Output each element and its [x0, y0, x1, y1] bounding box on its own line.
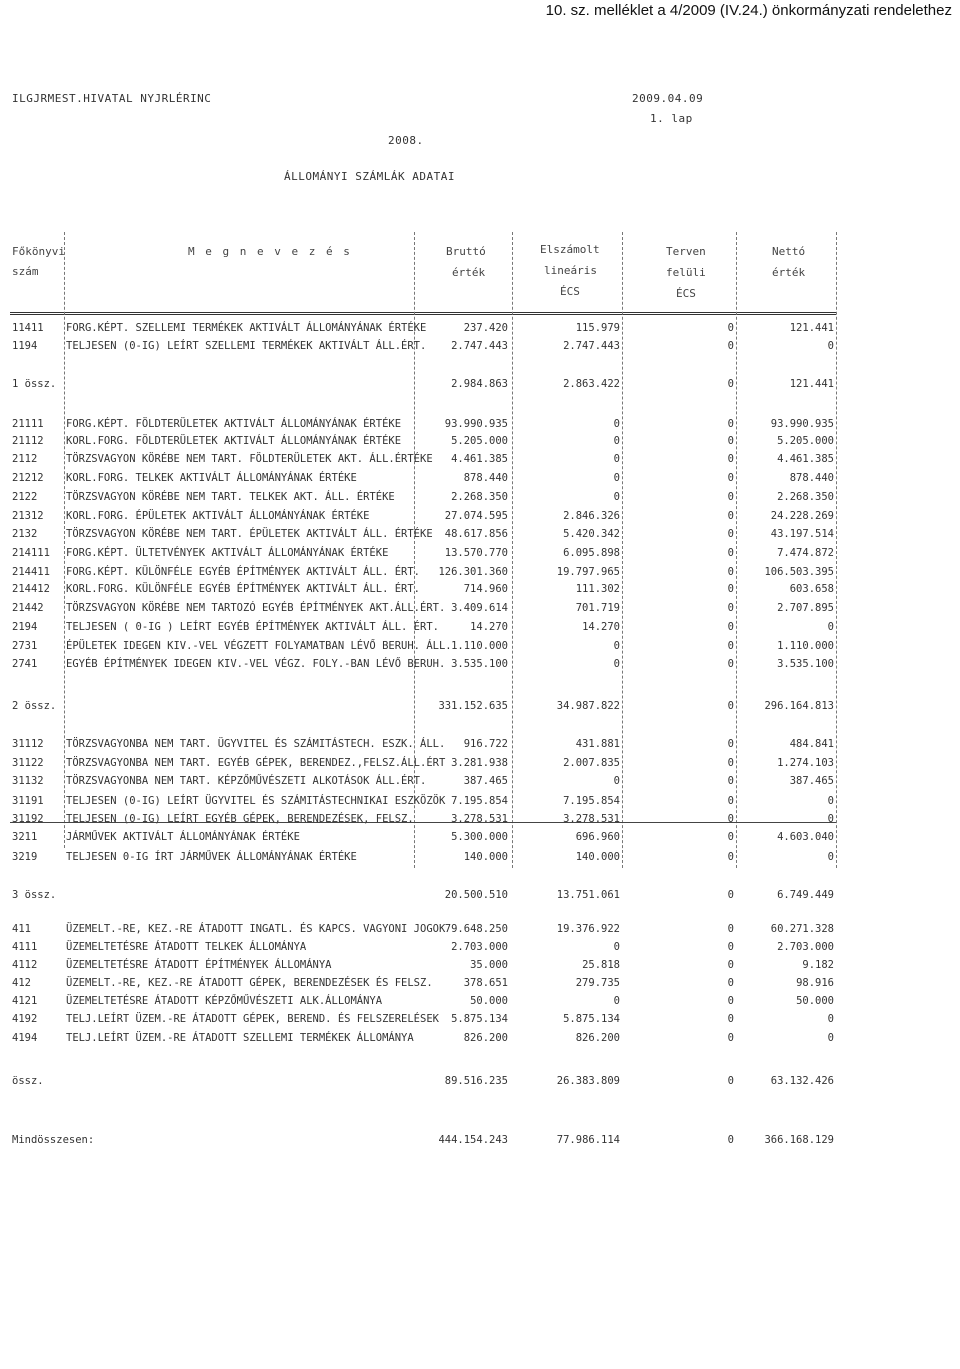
account-name: FORG.KÉPT. SZELLEMI TERMÉKEK AKTIVÁLT ÁLLOMÁNYÁNAK ÉRTÉKE [66, 322, 427, 334]
net-value: 878.440 [789, 472, 834, 484]
linear-depreciation: 826.200 [575, 1032, 620, 1044]
linear-depreciation: 115.979 [575, 322, 620, 334]
account-name: TELJESEN (0-IG) LEÍRT SZELLEMI TERMÉKEK AKTIVÁLT ÁLL.ÉRT. [66, 340, 427, 352]
gross-value: 2.747.443 [451, 340, 508, 352]
linear-depreciation: 26.383.809 [556, 1075, 620, 1087]
net-value: 4.603.040 [777, 831, 834, 843]
gross-value: 5.875.134 [451, 1013, 508, 1025]
net-value: 6.749.449 [777, 889, 834, 901]
account-code: 411 [12, 923, 31, 935]
account-code: 21212 [12, 472, 44, 484]
net-value: 60.271.328 [770, 923, 834, 935]
net-value: 9.182 [802, 959, 834, 971]
extra-depreciation: 0 [727, 583, 734, 595]
net-value: 3.535.100 [777, 658, 834, 670]
extra-depreciation: 0 [727, 1134, 734, 1146]
extra-depreciation: 0 [727, 889, 734, 901]
gross-value: 2.984.863 [451, 378, 508, 390]
net-value: 93.990.935 [770, 418, 834, 430]
account-name: TÖRZSVAGYONBA NEM TART. KÉPZŐMŰVÉSZETI ALKOTÁSOK ÁLL.ÉRT. [66, 775, 427, 787]
gross-value: 126.301.360 [438, 566, 508, 578]
col-extra-1: Terven [666, 245, 706, 258]
extra-depreciation: 0 [727, 775, 734, 787]
account-name: ÜZEMELT.-RE, KEZ.-RE ÁTADOTT INGATL. ÉS KAPCS. VAGYONI JOGOK [66, 923, 446, 935]
account-name: EGYÉB ÉPÍTMÉNYEK IDEGEN KIV.-VEL VÉGZ. FOLY.-BAN LÉVŐ BERUH. [66, 658, 446, 670]
extra-depreciation: 0 [727, 813, 734, 825]
extra-depreciation: 0 [727, 491, 734, 503]
col-gross-1: Bruttó [446, 245, 486, 258]
account-code: Mindösszesen: [12, 1134, 95, 1146]
extra-depreciation: 0 [727, 621, 734, 633]
total-rule [10, 822, 836, 823]
extra-depreciation: 0 [727, 547, 734, 559]
linear-depreciation: 0 [613, 775, 620, 787]
gross-value: 3.281.938 [451, 757, 508, 769]
net-value: 0 [827, 1013, 834, 1025]
account-name: JÁRMŰVEK AKTIVÁLT ÁLLOMÁNYÁNAK ÉRTÉKE [66, 831, 300, 843]
gross-value: 387.465 [463, 775, 508, 787]
account-code: össz. [12, 1075, 44, 1087]
account-code: 31112 [12, 738, 44, 750]
account-code: 31192 [12, 813, 44, 825]
extra-depreciation: 0 [727, 528, 734, 540]
account-code: 31191 [12, 795, 44, 807]
linear-depreciation: 0 [613, 453, 620, 465]
gross-value: 5.205.000 [451, 435, 508, 447]
net-value: 106.503.395 [764, 566, 834, 578]
extra-depreciation: 0 [727, 418, 734, 430]
extra-depreciation: 0 [727, 851, 734, 863]
gross-value: 140.000 [463, 851, 508, 863]
net-value: 1.110.000 [777, 640, 834, 652]
linear-depreciation: 0 [613, 658, 620, 670]
net-value: 2.703.000 [777, 941, 834, 953]
extra-depreciation: 0 [727, 340, 734, 352]
account-code: 21312 [12, 510, 44, 522]
table-row [0, 658, 960, 680]
linear-depreciation: 25.818 [582, 959, 620, 971]
gross-value: 714.960 [463, 583, 508, 595]
linear-depreciation: 2.747.443 [563, 340, 620, 352]
linear-depreciation: 696.960 [575, 831, 620, 843]
table-row [0, 378, 960, 400]
net-value: 5.205.000 [777, 435, 834, 447]
gross-value: 13.570.770 [444, 547, 508, 559]
account-name: TELJ.LEÍRT ÜZEM.-RE ÁTADOTT GÉPEK, BEREND. ÉS FELSZERELÉSEK [66, 1013, 439, 1025]
account-code: 214411 [12, 566, 50, 578]
extra-depreciation: 0 [727, 977, 734, 989]
extra-depreciation: 0 [727, 995, 734, 1007]
linear-depreciation: 19.797.965 [556, 566, 620, 578]
extra-depreciation: 0 [727, 472, 734, 484]
extra-depreciation: 0 [727, 378, 734, 390]
extra-depreciation: 0 [727, 1013, 734, 1025]
net-value: 50.000 [796, 995, 834, 1007]
gross-value: 826.200 [463, 1032, 508, 1044]
net-value: 387.465 [789, 775, 834, 787]
account-name: TÖRZSVAGYON KÖRÉBE NEM TARTOZÓ EGYÉB ÉPÍTMÉNYEK AKT.ÁLL.ÉRT. [66, 602, 446, 614]
gross-value: 378.651 [463, 977, 508, 989]
linear-depreciation: 140.000 [575, 851, 620, 863]
net-value: 296.164.813 [764, 700, 834, 712]
col-code-2: szám [12, 265, 39, 278]
account-code: 2731 [12, 640, 38, 652]
gross-value: 2.703.000 [451, 941, 508, 953]
col-linear-3: ÉCS [560, 285, 580, 298]
account-name: TÖRZSVAGYONBA NEM TART. EGYÉB GÉPEK, BERENDEZ.,FELSZ.ÁLL.ÉRT [66, 757, 446, 769]
table-row [0, 1134, 960, 1156]
extra-depreciation: 0 [727, 640, 734, 652]
linear-depreciation: 0 [613, 435, 620, 447]
account-name: FORG.KÉPT. FÖLDTERÜLETEK AKTIVÁLT ÁLLOMÁNYÁNAK ÉRTÉKE [66, 418, 402, 430]
col-name: M e g n e v e z é s [188, 245, 352, 258]
account-name: TÖRZSVAGYONBA NEM TART. ÜGYVITEL ÉS SZÁMITÁSTECH. ESZK. ÁLL. [66, 738, 446, 750]
linear-depreciation: 5.420.342 [563, 528, 620, 540]
linear-depreciation: 701.719 [575, 602, 620, 614]
gross-value: 48.617.856 [444, 528, 508, 540]
col-extra-3: ÉCS [676, 287, 696, 300]
table-row [0, 700, 960, 722]
gross-value: 35.000 [470, 959, 508, 971]
gross-value: 79.648.250 [444, 923, 508, 935]
net-value: 0 [827, 340, 834, 352]
net-value: 121.441 [789, 322, 834, 334]
net-value: 0 [827, 1032, 834, 1044]
extra-depreciation: 0 [727, 831, 734, 843]
linear-depreciation: 3.278.531 [563, 813, 620, 825]
extra-depreciation: 0 [727, 510, 734, 522]
extra-depreciation: 0 [727, 959, 734, 971]
account-code: 3211 [12, 831, 38, 843]
gross-value: 14.270 [470, 621, 508, 633]
account-code: 11411 [12, 322, 44, 334]
gross-value: 444.154.243 [438, 1134, 508, 1146]
table-row [0, 340, 960, 362]
account-code: 31122 [12, 757, 44, 769]
account-code: 214111 [12, 547, 50, 559]
linear-depreciation: 14.270 [582, 621, 620, 633]
account-code: 2 össz. [12, 700, 57, 712]
linear-depreciation: 2.863.422 [563, 378, 620, 390]
account-name: ÜZEMELTETÉSRE ÁTADOTT ÉPÍTMÉNYEK ÁLLOMÁNYA [66, 959, 332, 971]
gross-value: 3.535.100 [451, 658, 508, 670]
net-value: 4.461.385 [777, 453, 834, 465]
linear-depreciation: 111.302 [575, 583, 620, 595]
linear-depreciation: 0 [613, 491, 620, 503]
gross-value: 50.000 [470, 995, 508, 1007]
account-name: ÜZEMELT.-RE, KEZ.-RE ÁTADOTT GÉPEK, BERENDEZÉSEK ÉS FELSZ. [66, 977, 433, 989]
report-subtitle: ÁLLOMÁNYI SZÁMLÁK ADATAI [284, 170, 455, 183]
net-value: 366.168.129 [764, 1134, 834, 1146]
extra-depreciation: 0 [727, 795, 734, 807]
net-value: 0 [827, 621, 834, 633]
gross-value: 89.516.235 [444, 1075, 508, 1087]
linear-depreciation: 19.376.922 [556, 923, 620, 935]
account-name: TELJESEN ( 0-IG ) LEÍRT EGYÉB ÉPÍTMÉNYEK AKTIVÁLT ÁLL. ÉRT. [66, 621, 439, 633]
report-year: 2008. [388, 134, 424, 147]
extra-depreciation: 0 [727, 941, 734, 953]
table-row [0, 831, 960, 853]
account-name: TELJESEN 0-IG ÍRT JÁRMŰVEK ÁLLOMÁNYÁNAK ÉRTÉKE [66, 851, 357, 863]
gross-value: 916.722 [463, 738, 508, 750]
gross-value: 1.110.000 [451, 640, 508, 652]
extra-depreciation: 0 [727, 658, 734, 670]
account-code: 2122 [12, 491, 38, 503]
print-date: 2009.04.09 [632, 92, 704, 105]
extra-depreciation: 0 [727, 602, 734, 614]
col-linear-2: lineáris [544, 264, 597, 277]
account-code: 21111 [12, 418, 44, 430]
header-rule [10, 312, 836, 315]
linear-depreciation: 279.735 [575, 977, 620, 989]
account-code: 412 [12, 977, 31, 989]
linear-depreciation: 7.195.854 [563, 795, 620, 807]
extra-depreciation: 0 [727, 322, 734, 334]
col-net-2: érték [772, 266, 806, 279]
account-name: TELJ.LEÍRT ÜZEM.-RE ÁTADOTT SZELLEMI TERMÉKEK ÁLLOMÁNYA [66, 1032, 414, 1044]
gross-value: 27.074.595 [444, 510, 508, 522]
extra-depreciation: 0 [727, 566, 734, 578]
account-code: 21112 [12, 435, 44, 447]
account-name: KORL.FORG. KÜLÖNFÉLE EGYÉB ÉPÍTMÉNYEK AKTIVÁLT ÁLL. ÉRT. [66, 583, 421, 595]
net-value: 0 [827, 795, 834, 807]
account-name: KORL.FORG. ÉPÜLETEK AKTIVÁLT ÁLLOMÁNYÁNAK ÉRTÉKE [66, 510, 370, 522]
net-value: 24.228.269 [770, 510, 834, 522]
gross-value: 2.268.350 [451, 491, 508, 503]
table-row [0, 851, 960, 873]
extra-depreciation: 0 [727, 700, 734, 712]
extra-depreciation: 0 [727, 738, 734, 750]
linear-depreciation: 6.095.898 [563, 547, 620, 559]
gross-value: 331.152.635 [438, 700, 508, 712]
account-name: KORL.FORG. TELKEK AKTIVÁLT ÁLLOMÁNYÁNAK ÉRTÉKE [66, 472, 357, 484]
gross-value: 3.278.531 [451, 813, 508, 825]
gross-value: 878.440 [463, 472, 508, 484]
linear-depreciation: 2.846.326 [563, 510, 620, 522]
account-name: KORL.FORG. FÖLDTERÜLETEK AKTIVÁLT ÁLLOMÁNYÁNAK ÉRTÉKE [66, 435, 402, 447]
net-value: 1.274.103 [777, 757, 834, 769]
account-name: TÖRZSVAGYON KÖRÉBE NEM TART. FÖLDTERÜLETEK AKT. ÁLL.ÉRTÉKE [66, 453, 433, 465]
page-number: 1. lap [650, 112, 693, 125]
linear-depreciation: 0 [613, 472, 620, 484]
gross-value: 93.990.935 [444, 418, 508, 430]
extra-depreciation: 0 [727, 1032, 734, 1044]
account-name: ÉPÜLETEK IDEGEN KIV.-VEL VÉGZETT FOLYAMATBAN LÉVŐ BERUH. ÁLL. [66, 640, 452, 652]
linear-depreciation: 13.751.061 [556, 889, 620, 901]
gross-value: 5.300.000 [451, 831, 508, 843]
table-row [0, 775, 960, 797]
linear-depreciation: 0 [613, 640, 620, 652]
account-code: 31132 [12, 775, 44, 787]
account-code: 1194 [12, 340, 38, 352]
col-code-1: Főkönyvi [12, 245, 65, 258]
account-name: TÖRZSVAGYON KÖRÉBE NEM TART. ÉPÜLETEK AKTIVÁLT ÁLL. ÉRTÉKE [66, 528, 433, 540]
account-name: ÜZEMELTETÉSRE ÁTADOTT KÉPZŐMŰVÉSZETI ALK.ÁLLOMÁNYA [66, 995, 383, 1007]
net-value: 2.707.895 [777, 602, 834, 614]
extra-depreciation: 0 [727, 453, 734, 465]
table-row [0, 1075, 960, 1097]
col-extra-2: felüli [666, 266, 706, 279]
col-linear-1: Elszámolt [540, 243, 600, 256]
account-name: FORG.KÉPT. KÜLÖNFÉLE EGYÉB ÉPÍTMÉNYEK AKTIVÁLT ÁLL. ÉRT. [66, 566, 421, 578]
net-value: 2.268.350 [777, 491, 834, 503]
linear-depreciation: 77.986.114 [556, 1134, 620, 1146]
extra-depreciation: 0 [727, 757, 734, 769]
linear-depreciation: 431.881 [575, 738, 620, 750]
account-code: 3219 [12, 851, 38, 863]
extra-depreciation: 0 [727, 923, 734, 935]
net-value: 0 [827, 851, 834, 863]
extra-depreciation: 0 [727, 1075, 734, 1087]
account-code: 2194 [12, 621, 38, 633]
account-name: TELJESEN (0-IG) LEÍRT ÜGYVITEL ÉS SZÁMITÁSTECHNIKAI ESZKÖZÖK [66, 795, 446, 807]
gross-value: 4.461.385 [451, 453, 508, 465]
net-value: 63.132.426 [770, 1075, 834, 1087]
gross-value: 7.195.854 [451, 795, 508, 807]
account-code: 4194 [12, 1032, 38, 1044]
account-code: 4121 [12, 995, 38, 1007]
account-code: 4111 [12, 941, 38, 953]
account-name: FORG.KÉPT. ÜLTETVÉNYEK AKTIVÁLT ÁLLOMÁNYÁNAK ÉRTÉKE [66, 547, 389, 559]
page-header: 10. sz. melléklet a 4/2009 (IV.24.) önkormányzati rendelethez [545, 2, 952, 19]
org-name: ILGJRMEST.HIVATAL NYJRLÉRINC [12, 92, 212, 105]
net-value: 484.841 [789, 738, 834, 750]
table-row [0, 889, 960, 911]
account-code: 2741 [12, 658, 38, 670]
gross-value: 237.420 [463, 322, 508, 334]
col-gross-2: érték [452, 266, 486, 279]
gross-value: 3.409.614 [451, 602, 508, 614]
net-value: 43.197.514 [770, 528, 834, 540]
net-value: 7.474.872 [777, 547, 834, 559]
linear-depreciation: 5.875.134 [563, 1013, 620, 1025]
account-code: 4112 [12, 959, 38, 971]
linear-depreciation: 0 [613, 941, 620, 953]
account-code: 1 össz. [12, 378, 57, 390]
account-code: 3 össz. [12, 889, 57, 901]
table-row [0, 1032, 960, 1054]
net-value: 121.441 [789, 378, 834, 390]
account-code: 2112 [12, 453, 38, 465]
account-code: 21442 [12, 602, 44, 614]
account-name: TELJESEN (0-IG) LEÍRT EGYÉB GÉPEK, BERENDEZÉSEK, FELSZ. [66, 813, 414, 825]
linear-depreciation: 0 [613, 995, 620, 1007]
account-code: 4192 [12, 1013, 38, 1025]
extra-depreciation: 0 [727, 435, 734, 447]
linear-depreciation: 34.987.822 [556, 700, 620, 712]
account-code: 2132 [12, 528, 38, 540]
gross-value: 20.500.510 [444, 889, 508, 901]
net-value: 603.658 [789, 583, 834, 595]
linear-depreciation: 0 [613, 418, 620, 430]
account-code: 214412 [12, 583, 50, 595]
linear-depreciation: 2.007.835 [563, 757, 620, 769]
net-value: 0 [827, 813, 834, 825]
col-net-1: Nettó [772, 245, 806, 258]
account-name: ÜZEMELTETÉSRE ÁTADOTT TELKEK ÁLLOMÁNYA [66, 941, 307, 953]
net-value: 98.916 [796, 977, 834, 989]
account-name: TÖRZSVAGYON KÖRÉBE NEM TART. TELKEK AKT. ÁLL. ÉRTÉKE [66, 491, 395, 503]
